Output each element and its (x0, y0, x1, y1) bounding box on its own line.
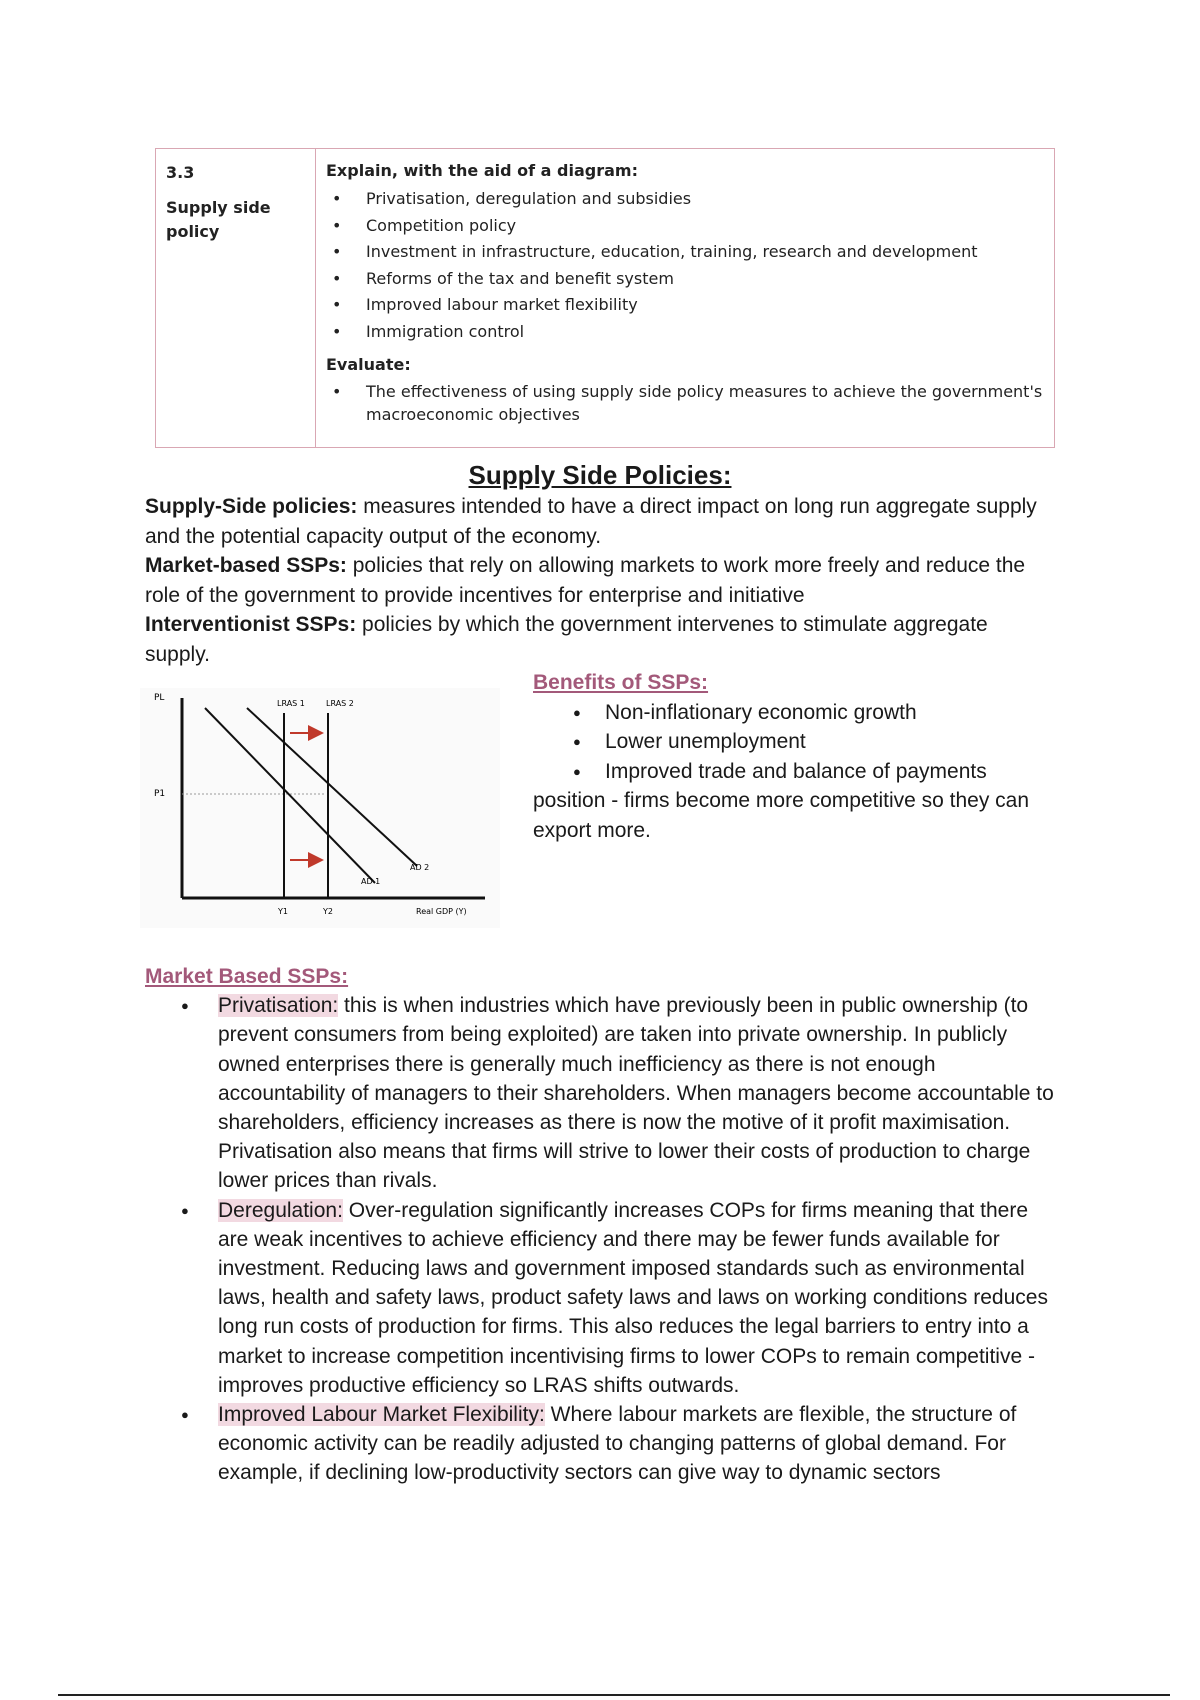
lras2-label: LRAS 2 (326, 699, 354, 708)
definition-term: Market-based SSPs: (145, 554, 347, 577)
definition-interventionist (145, 610, 1045, 669)
market-item-labour-flexibility (145, 1400, 1060, 1488)
market-item-privatisation (145, 991, 1060, 1195)
benefit-item: ● Non-inflationary economic growth (533, 698, 1053, 728)
benefit-item: ● Improved trade and balance of payments position - firms become more competitive so they can export more. (533, 757, 1053, 846)
benefits-section (533, 668, 1053, 845)
evaluate-item: • The effectiveness of using supply side policy measures to achieve the government's macroeconomic objectives (326, 380, 1044, 426)
spec-table (155, 148, 1055, 448)
lras1-label: LRAS 1 (277, 699, 305, 708)
market-item-deregulation (145, 1196, 1060, 1400)
definition-market-based (145, 551, 1045, 610)
page-title: Supply Side Policies: (468, 460, 732, 490)
explain-item: • Investment in infrastructure, education, training, research and development (326, 239, 1044, 266)
market-based-list (145, 991, 1060, 1487)
y2-label: Y2 (323, 907, 333, 916)
ad1-label: AD 1 (361, 877, 381, 886)
market-based-section (145, 962, 1060, 1488)
definition-supply-side (145, 492, 1045, 551)
y1-label: Y1 (278, 907, 288, 916)
definitions (145, 492, 1045, 669)
definition-text: measures intended to have a direct impact on long run aggregate supply and the potential capacity output of the economy. (145, 495, 1037, 548)
spec-content-cell (316, 149, 1054, 447)
evaluate-heading: Evaluate: (326, 355, 411, 374)
benefits-heading: Benefits of SSPs: (533, 671, 709, 694)
explain-item: • Immigration control (326, 319, 1044, 346)
market-item-term: Privatisation: (218, 994, 339, 1018)
y-axis-label: PL (154, 693, 165, 703)
market-item-term: Deregulation: (218, 1198, 343, 1222)
ad2-label: AD 2 (410, 863, 430, 872)
market-item-text: this is when industries which have previously been in public ownership (to prevent consumers from being exploited) are taken into private ownership. In publicly owned enterprises there is generally much inefficiency as there is not enough accountability of managers to their shareholders. When managers become accountable to shareholders, efficiency increases as there is now the motive of it profit maximisation. Privatisation also means that firms will strive to lower their costs of production to charge lower prices than rivals. (218, 994, 1054, 1193)
diagram-background (140, 688, 500, 928)
lras-ad-diagram (140, 688, 500, 928)
market-based-heading: Market Based SSPs: (145, 965, 349, 988)
market-item-text: Over-regulation significantly increases COPs for firms meaning that there are weak incentives to achieve efficiency and there may be fewer funds available for investment. Reducing laws and government imposed standards such as environmental laws, health and safety laws, product safety laws and laws on working conditions reduces long run costs of production for firms. This also reduces the legal barriers to entry into a market to increase competition incentivising firms to lower COPs to remain competitive - improves productive efficiency so LRAS shifts outwards. (218, 1198, 1048, 1397)
explain-item: • Improved labour market flexibility (326, 292, 1044, 319)
spec-topic-line1: Supply side (166, 198, 271, 217)
page-bottom-rule (58, 1694, 1170, 1696)
definition-text: policies by which the government intervenes to stimulate aggregate supply. (145, 613, 988, 666)
price-label: P1 (154, 789, 166, 799)
x-axis-label: Real GDP (Y) (416, 907, 467, 916)
explain-list (326, 186, 1044, 345)
explain-item: • Privatisation, deregulation and subsidies (326, 186, 1044, 213)
market-item-text: Where labour markets are flexible, the structure of economic activity can be readily adjusted to changing patterns of global demand. For example, if declining low-productivity sectors can give way to dynamic sectors (218, 1403, 1017, 1485)
spec-topic-cell (156, 149, 316, 447)
definition-term: Interventionist SSPs: (145, 613, 357, 636)
spec-number: 3.3 (166, 163, 195, 182)
market-item-term: Improved Labour Market Flexibility: (218, 1403, 545, 1427)
benefit-item: ● Lower unemployment (533, 727, 1053, 757)
explain-heading: Explain, with the aid of a diagram: (326, 161, 638, 180)
benefits-list (533, 698, 1053, 846)
evaluate-list (326, 380, 1044, 426)
explain-item: • Reforms of the tax and benefit system (326, 266, 1044, 293)
definition-text: policies that rely on allowing markets to work more freely and reduce the role of the government to provide incentives for enterprise and initiative (145, 554, 1026, 607)
explain-item: • Competition policy (326, 213, 1044, 240)
definition-term: Supply-Side policies: (145, 495, 358, 518)
spec-topic-line2: policy (166, 222, 220, 241)
